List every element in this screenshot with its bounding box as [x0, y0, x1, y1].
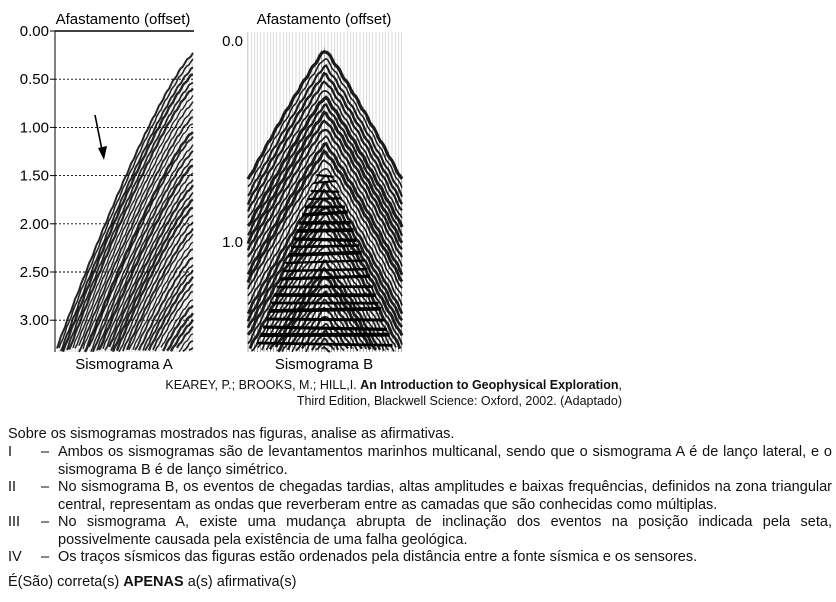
statement-text: Ambos os sismogramas são de levantamentos marinhos multicanal, sendo que o sismograma A é de lanço lateral, e o sismograma B é de lanço simétrico.: [58, 444, 832, 478]
y-tick-label: 1.00: [19, 119, 49, 137]
statement-item: [8, 514, 832, 549]
y-tick-label: 0.50: [19, 71, 49, 89]
statement-item: [8, 479, 832, 514]
seismogram-a-panel: [20, 11, 194, 372]
seismogram-b-traces: [248, 32, 402, 352]
y-tick-label: 3.00: [19, 312, 49, 330]
statement-item: [8, 549, 832, 567]
panel-b-title: Afastamento (offset): [256, 11, 392, 28]
statement-text: No sismograma A, existe uma mudança abrupta de inclinação dos eventos na posição indicada pela seta, possivelmente causada pela existência de uma falha geológica.: [58, 514, 832, 548]
y-tick-label: 1.50: [19, 167, 49, 185]
panel-b-caption: Sismograma B: [274, 356, 374, 372]
y-tick-label: 1.0: [222, 234, 243, 251]
statement-number: III: [8, 514, 21, 530]
y-tick-label: 2.50: [19, 264, 49, 281]
seismogram-b-panel: [222, 11, 402, 372]
seismogram-a-traces: [57, 53, 193, 352]
statement-number: II: [8, 479, 17, 495]
intro-text: Sobre os sismogramas mostrados nas figuras, analise as afirmativas.: [8, 426, 455, 442]
panel-a-title: Afastamento (offset): [55, 11, 191, 28]
statement-dash: –: [40, 549, 50, 565]
statement-text: No sismograma B, os eventos de chegadas tardias, altas amplitudes e baixas frequências, definidos na zona triangular central, representam as ondas que reverberam entre as camadas que são conhecidas como múltiplas.: [58, 479, 832, 513]
statement-number: I: [8, 444, 13, 460]
citation-line-2: Third Edition, Blackwell Science: Oxford, 2002. (Adaptado): [296, 394, 622, 408]
statement-item: [8, 444, 832, 479]
citation-line-1: KEAREY, P.; BROOKS, M.; HILL,I. An Introduction to Geophysical Exploration,: [165, 378, 622, 392]
question-stem: É(São) correta(s) APENAS a(s) afirmativa(s): [8, 574, 297, 590]
statement-text: Os traços sísmicos das figuras estão ordenados pela distância entre a fonte sísmica e os sensores.: [58, 549, 698, 565]
statement-dash: –: [40, 479, 50, 495]
statement-dash: –: [40, 444, 50, 460]
statement-dash: –: [40, 514, 50, 530]
panel-a-caption: Sismograma A: [75, 356, 173, 372]
statements-list: [8, 444, 832, 567]
statement-number: IV: [8, 549, 22, 565]
fault-arrow: [95, 115, 107, 160]
y-tick-label: 0.0: [222, 33, 243, 50]
y-tick-label: 2.00: [19, 215, 49, 233]
y-tick-label: 0.00: [19, 23, 49, 40]
